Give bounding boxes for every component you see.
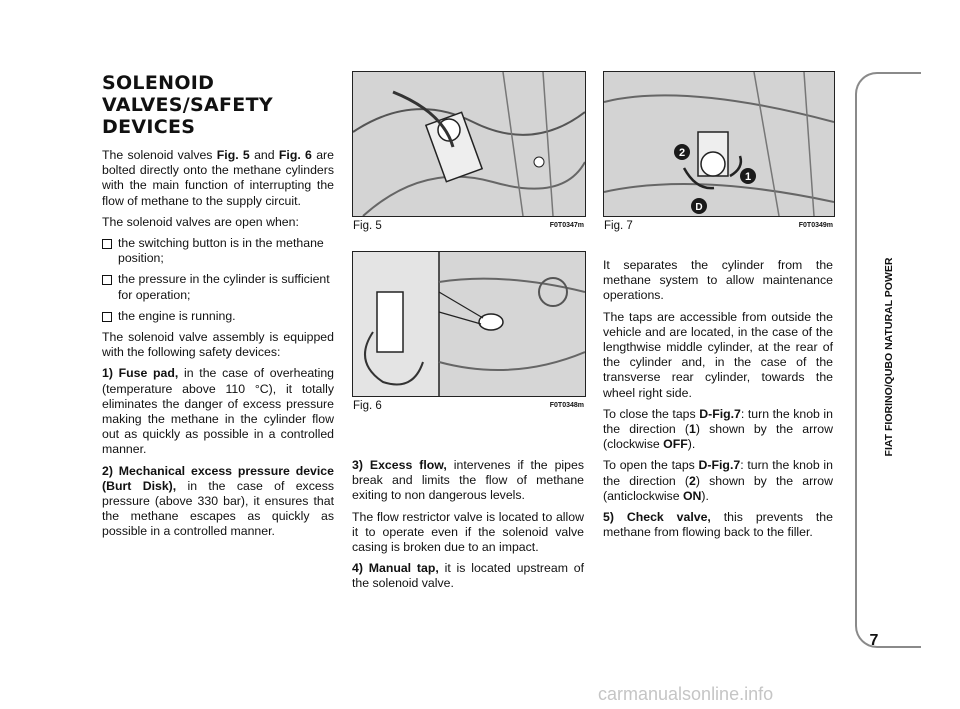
watermark: carmanualsonline.info [598,684,774,704]
checkbox-bullet-icon [102,312,112,322]
manual-tap-purpose-paragraph: It separates the cylinder from the methane system to allow maintenance operations. [603,258,833,303]
open-when-paragraph: The solenoid valves are open when: [102,214,299,229]
column-1 [102,72,334,546]
fuse-pad-paragraph: 1) Fuse pad, in the case of overheating (temperature above 110 °C), it totally eliminates the danger of excess pressure making the methane in the cylinder flow out as quickly as possible in a controlled manner. [102,366,334,457]
check-valve-paragraph: 5) Check valve, this prevents the methane from flowing back to the filler. [603,510,833,540]
page-number: 7 [869,632,879,649]
figure-5-code: F0T0347m [549,222,584,229]
marker-1: 1 [744,171,752,183]
column-2 [352,458,584,598]
figure-7-caption: Fig. 7 [604,220,633,232]
figure-7-image [603,71,835,217]
figure-7-code: F0T0349m [798,222,833,229]
checkbox-bullet-icon [102,239,112,249]
flow-restrictor-paragraph: The flow restrictor valve is located to allow it to operate even if the solenoid valve casing is broken due to an impact. [352,509,584,555]
bullet-item: the pressure in the cylinder is sufficient for operation; [102,272,334,302]
sidebar-title: FIAT FIORINO/QUBO NATURAL POWER [883,257,895,457]
figure-6-image [352,251,586,397]
open-taps-paragraph: To open the taps D-Fig.7: turn the knob in the direction (2) shown by the arrow (anticlockwise ON). [603,458,833,503]
intro-paragraph: The solenoid valves Fig. 5 and Fig. 6 are bolted directly onto the methane cylinders with the main function of interrupting the flow of methane to the supply circuit. [102,148,334,208]
close-taps-paragraph: To close the taps D-Fig.7: turn the knob in the direction (1) shown by the arrow (clockwise OFF). [603,406,834,452]
manual-tap-paragraph: 4) Manual tap, it is located upstream of the solenoid valve. [352,561,585,591]
safety-devices-paragraph: The solenoid valve assembly is equipped with the following safety devices: [102,330,334,360]
figure-6-caption: Fig. 6 [353,400,382,412]
tap-location-paragraph: The taps are accessible from outside the vehicle and are located, in the case of the lengthwise middle cylinder, at the rear of the cylinder and, in the case of the transverse rear cylinder, towards the wheel right side. [603,309,833,400]
bullet-item: the engine is running. [102,309,334,324]
figure-6-code: F0T0348m [549,402,584,409]
burst-disk-paragraph: 2) Mechanical excess pressure device (Burt Disk), in the case of excess pressure (above 330 bar), it ensures that the methane escapes as quickly as possible in a controlled manner. [102,463,334,539]
checkbox-bullet-icon [102,275,112,285]
figure-5-image [352,71,586,217]
marker-d: D [695,202,703,213]
marker-2: 2 [678,147,686,159]
column-3 [603,258,833,546]
figure-5-caption: Fig. 5 [353,220,382,232]
bullet-item: the switching button is in the methane position; [102,236,334,266]
section-title: SOLENOID VALVES/SAFETY DEVICES [102,72,273,138]
excess-flow-paragraph: 3) Excess flow, intervenes if the pipes break and limits the flow of methane exiting to non dangerous levels. [352,458,584,503]
